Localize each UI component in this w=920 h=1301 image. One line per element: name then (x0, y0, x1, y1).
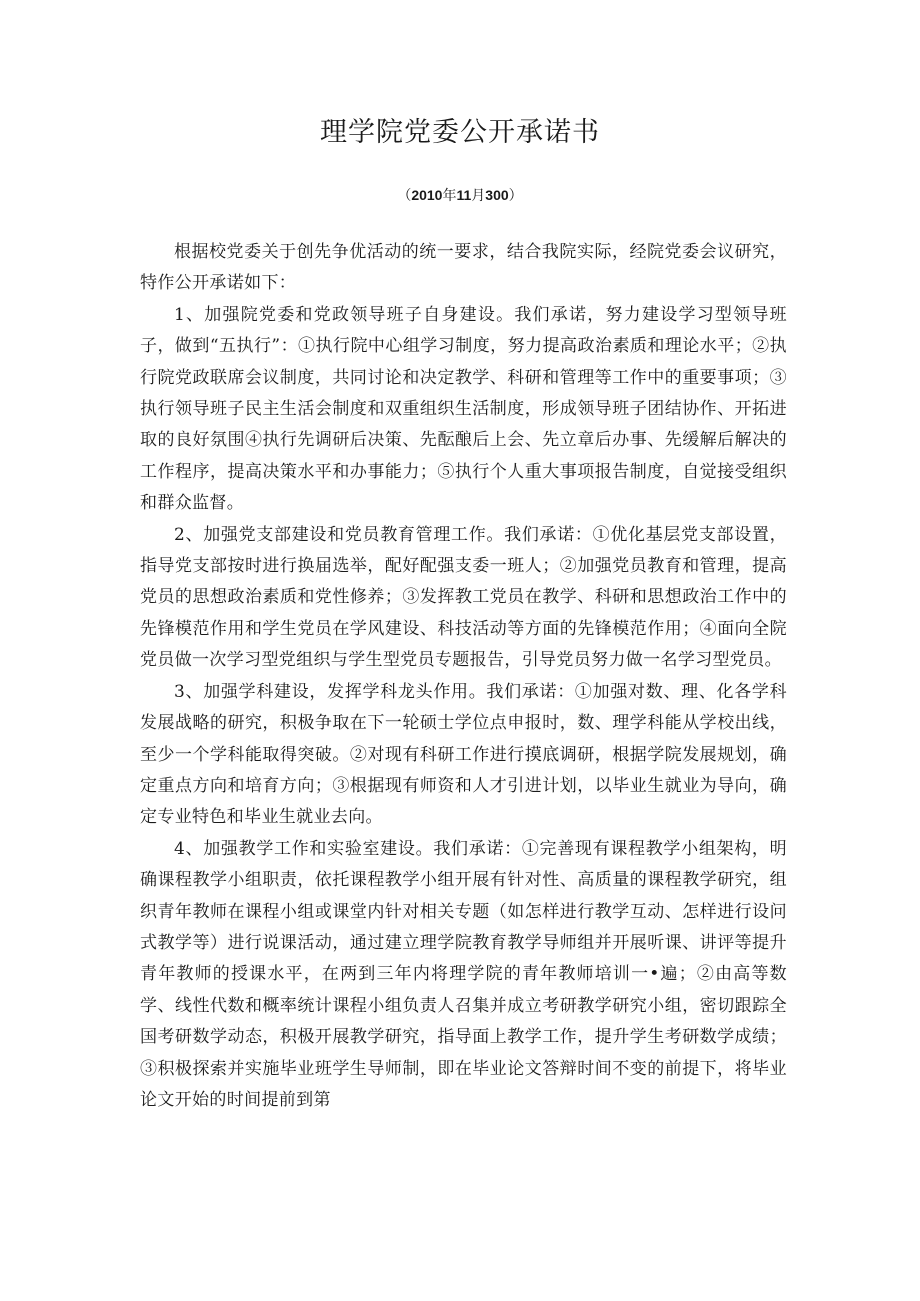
commitment-paragraph-1: 1、加强院党委和党政领导班子自身建设。我们承诺，努力建设学习型领导班子，做到“五执行”：①执行院中心组学习制度，努力提高政治素质和理论水平；②执行院党政联席会议制度，共同讨论和决定教学、科研和管理等工作中的重要事项；③执行领导班子民主生活会制度和双重组织生活制度，形成领导班子团结协作、开拓进取的良好氛围④执行先调研后决策、先酝酿后上会、先立章后办事、先缓解后解决的工作程序，提高决策水平和办事能力；⑤执行个人重大事项报告制度，自觉接受组织和群众监督。 (140, 304, 787, 514)
date-open-paren: （ (397, 188, 412, 204)
date-close-paren: ） (508, 188, 523, 204)
commitment-paragraph-3: 3、加强学科建设，发挥学科龙头作用。我们承诺：①加强对数、理、化各学科发展战略的研究，积极争取在下一轮硕士学位点申报时，数、理学科能从学校出线，至少一个学科能取得突破。②对现有科研工作进行摸底调研，根据学院发展规划，确定重点方向和培育方向；③根据现有师资和人才引进计划，以毕业生就业为导向，确定专业特色和毕业生就业去向。 (140, 681, 787, 828)
commitment-paragraph-2: 2、加强党支部建设和党员教育管理工作。我们承诺：①优化基层党支部设置，指导党支部按时进行换届选举，配好配强支委一班人；②加强党员教育和管理，提高党员的思想政治素质和党性修养；③发挥教工党员在教学、科研和思想政治工作中的先锋模范作用和学生党员在学风建设、科技活动等方面的先锋模范作用；④面向全院党员做一次学习型党组织与学生型党员专题报告，引导党员努力做一名学习型党员。 (140, 524, 787, 671)
document-date (0, 184, 920, 207)
date-month: 11 (456, 187, 472, 203)
document-body (140, 237, 787, 1116)
document-title: 理学院党委公开承诺书 (320, 117, 600, 148)
commitment-paragraph-4: 4、加强教学工作和实验室建设。我们承诺：①完善现有课程教学小组架构，明确课程教学小组职责，依托课程教学小组开展有针对性、高质量的课程教学研究，组织青年教师在课程小组或课堂内针对相关专题（如怎样进行教学互动、怎样进行设问式教学等）进行说课活动，通过建立理学院教育教学导师组并开展听课、讲评等提升青年教师的授课水平，在两到三年内将理学院的青年教师培训一•遍；②由高等数学、线性代数和概率统计课程小组负责人召集并成立考研教学研究小组，密切跟踪全国考研数学动态，积极开展教学研究，指导面上教学工作，提升学生考研数学成绩；③积极探索并实施毕业班学生导师制，即在毕业论文答辩时间不变的前提下，将毕业论文开始的时间提前到第 (140, 838, 787, 1110)
date-year: 2010 (411, 187, 443, 203)
intro-paragraph: 根据校党委关于创先争优活动的统一要求，结合我院实际，经院党委会议研究，特作公开承诺如下： (140, 242, 787, 294)
date-day: 300 (485, 187, 509, 203)
date-month-unit: 月 (471, 188, 486, 204)
date-year-unit: 年 (442, 188, 457, 204)
